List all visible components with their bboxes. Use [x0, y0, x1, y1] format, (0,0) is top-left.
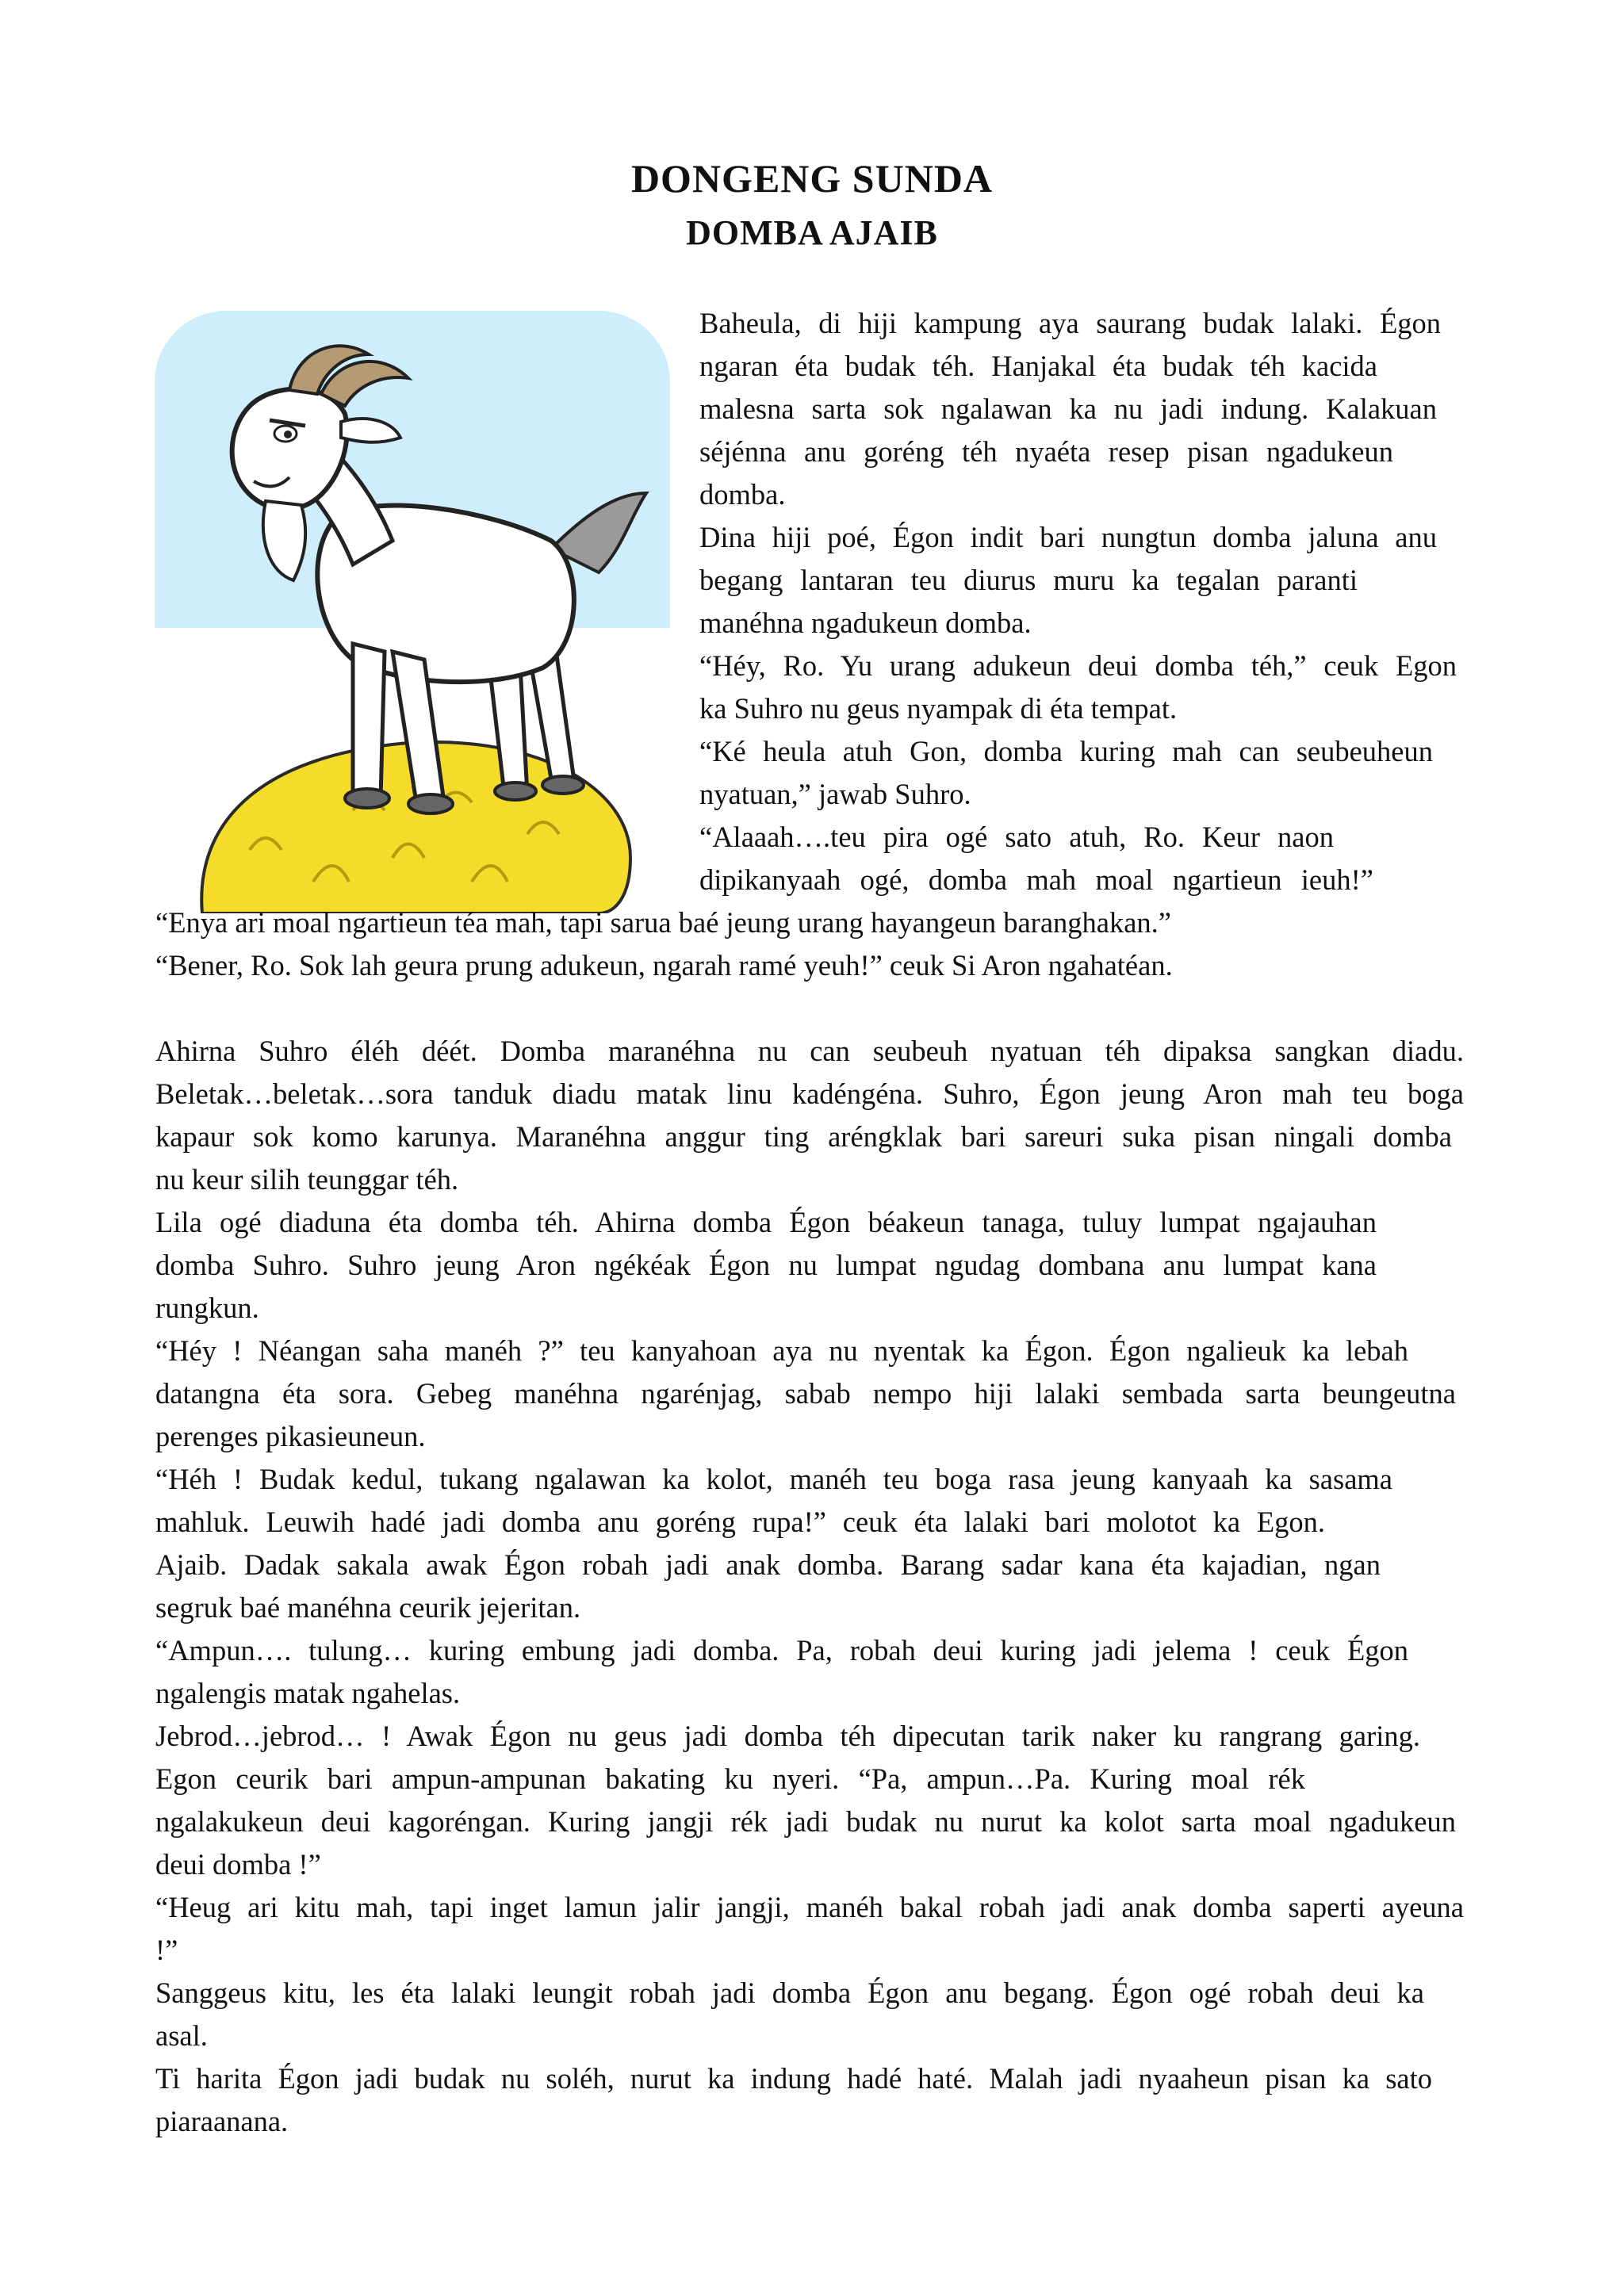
story-line: malesna sarta sok ngalawan ka nu jadi indung. Kalakuan: [699, 392, 1437, 425]
story-line: domba Suhro. Suhro jeung Aron ngékéak Égon nu lumpat ngudag dombana anu lumpat kana: [155, 1249, 1377, 1281]
story-line: “Bener, Ro. Sok lah geura prung adukeun, ngarah ramé yeuh!” ceuk Si Aron ngahatéan.: [155, 949, 1173, 982]
story-line: Egon ceurik bari ampun-ampunan bakating ku nyeri. “Pa, ampun…Pa. Kuring moal rék: [155, 1762, 1305, 1795]
story-line: datangna éta sora. Gebeg manéhna ngarénjag, sabab nempo hiji lalaki sembada sarta beungeutna: [155, 1377, 1456, 1410]
story-line: ka Suhro nu geus nyampak di éta tempat.: [699, 692, 1178, 725]
story-line: “Enya ari moal ngartieun téa mah, tapi sarua baé jeung urang hayangeun baranghakan.”: [155, 906, 1171, 939]
story-line: “Ké heula atuh Gon, domba kuring mah can seubeuheun: [699, 735, 1433, 767]
story-line: begang lantaran teu diurus muru ka tegalan paranti: [699, 564, 1358, 596]
story-line: domba.: [699, 478, 786, 511]
story-line: asal.: [155, 2019, 208, 2052]
story-line: “Alaaah….teu pira ogé sato atuh, Ro. Keur naon: [699, 821, 1334, 853]
story-line: dipikanyaah ogé, domba mah moal ngartieun ieuh!”: [699, 863, 1373, 896]
story-line: “Heug ari kitu mah, tapi inget lamun jalir jangji, manéh bakal robah jadi anak domba saperti ayeuna: [155, 1891, 1464, 1923]
story-line: Jebrod…jebrod… ! Awak Égon nu geus jadi domba téh dipecutan tarik naker ku rangrang garing.: [155, 1720, 1420, 1752]
story-line: Ahirna Suhro éléh déét. Domba maranéhna nu can seubeuh nyatuan téh dipaksa sangkan diadu.: [155, 1035, 1464, 1067]
story-line: Dina hiji poé, Égon indit bari nungtun domba jaluna anu: [699, 521, 1437, 553]
story-line: deui domba !”: [155, 1848, 321, 1881]
story-line: perenges pikasieuneun.: [155, 1420, 426, 1452]
story-line: manéhna ngadukeun domba.: [699, 607, 1032, 639]
story-line: Beletak…beletak…sora tanduk diadu matak linu kadéngéna. Suhro, Égon jeung Aron mah teu boga: [155, 1077, 1464, 1110]
story-line: nyatuan,” jawab Suhro.: [699, 778, 971, 810]
story-line: segruk baé manéhna ceurik jejeritan.: [155, 1591, 581, 1624]
story-line: “Héy, Ro. Yu urang adukeun deui domba téh,” ceuk Egon: [699, 649, 1457, 682]
story-line: “Héy ! Néangan saha manéh ?” teu kanyahoan aya nu nyentak ka Égon. Égon ngalieuk ka lebah: [155, 1334, 1408, 1367]
story-line: Sanggeus kitu, les éta lalaki leungit robah jadi domba Égon anu begang. Égon ogé robah deui ka: [155, 1976, 1424, 2009]
goat-illustration: [155, 311, 670, 913]
story-line: “Ampun…. tulung… kuring embung jadi domba. Pa, robah deui kuring jadi jelema ! ceuk Égon: [155, 1634, 1408, 1667]
story-line: piaraanana.: [155, 2105, 289, 2137]
story-title: DONGENG SUNDA: [630, 156, 994, 201]
story-line: ngaran éta budak téh. Hanjakal éta budak téh kacida: [699, 350, 1377, 382]
story-line: kapaur sok komo karunya. Maranéhna anggur ting aréngklak bari sareuri suka pisan ningali domba: [155, 1120, 1452, 1153]
story-line: rungkun.: [155, 1292, 259, 1324]
story-line: Lila ogé diaduna éta domba téh. Ahirna domba Égon béakeun tanaga, tuluy lumpat ngajauhan: [155, 1206, 1377, 1238]
story-subtitle: DOMBA AJAIB: [686, 213, 938, 252]
story-line: nu keur silih teunggar téh.: [155, 1163, 459, 1196]
story-line: Baheula, di hiji kampung aya saurang budak lalaki. Égon: [699, 307, 1441, 339]
story-line: Ajaib. Dadak sakala awak Égon robah jadi anak domba. Barang sadar kana éta kajadian, ngan: [155, 1548, 1381, 1581]
story-line: ngalakukeun deui kagoréngan. Kuring jangji rék jadi budak nu nurut ka kolot sarta moal ngadukeun: [155, 1805, 1456, 1838]
story-line: Ti harita Égon jadi budak nu soléh, nurut ka indung hadé haté. Malah jadi nyaaheun pisan ka sato: [155, 2062, 1432, 2095]
story-line: !”: [155, 1934, 178, 1966]
story-line: séjénna anu goréng téh nyaéta resep pisan ngadukeun: [699, 435, 1393, 468]
story-line: “Héh ! Budak kedul, tukang ngalawan ka kolot, manéh teu boga rasa jeung kanyaah ka sasama: [155, 1463, 1392, 1495]
story-line: mahluk. Leuwih hadé jadi domba anu goréng rupa!” ceuk éta lalaki bari molotot ka Egon.: [155, 1506, 1325, 1538]
story-line: ngalengis matak ngahelas.: [155, 1677, 461, 1709]
